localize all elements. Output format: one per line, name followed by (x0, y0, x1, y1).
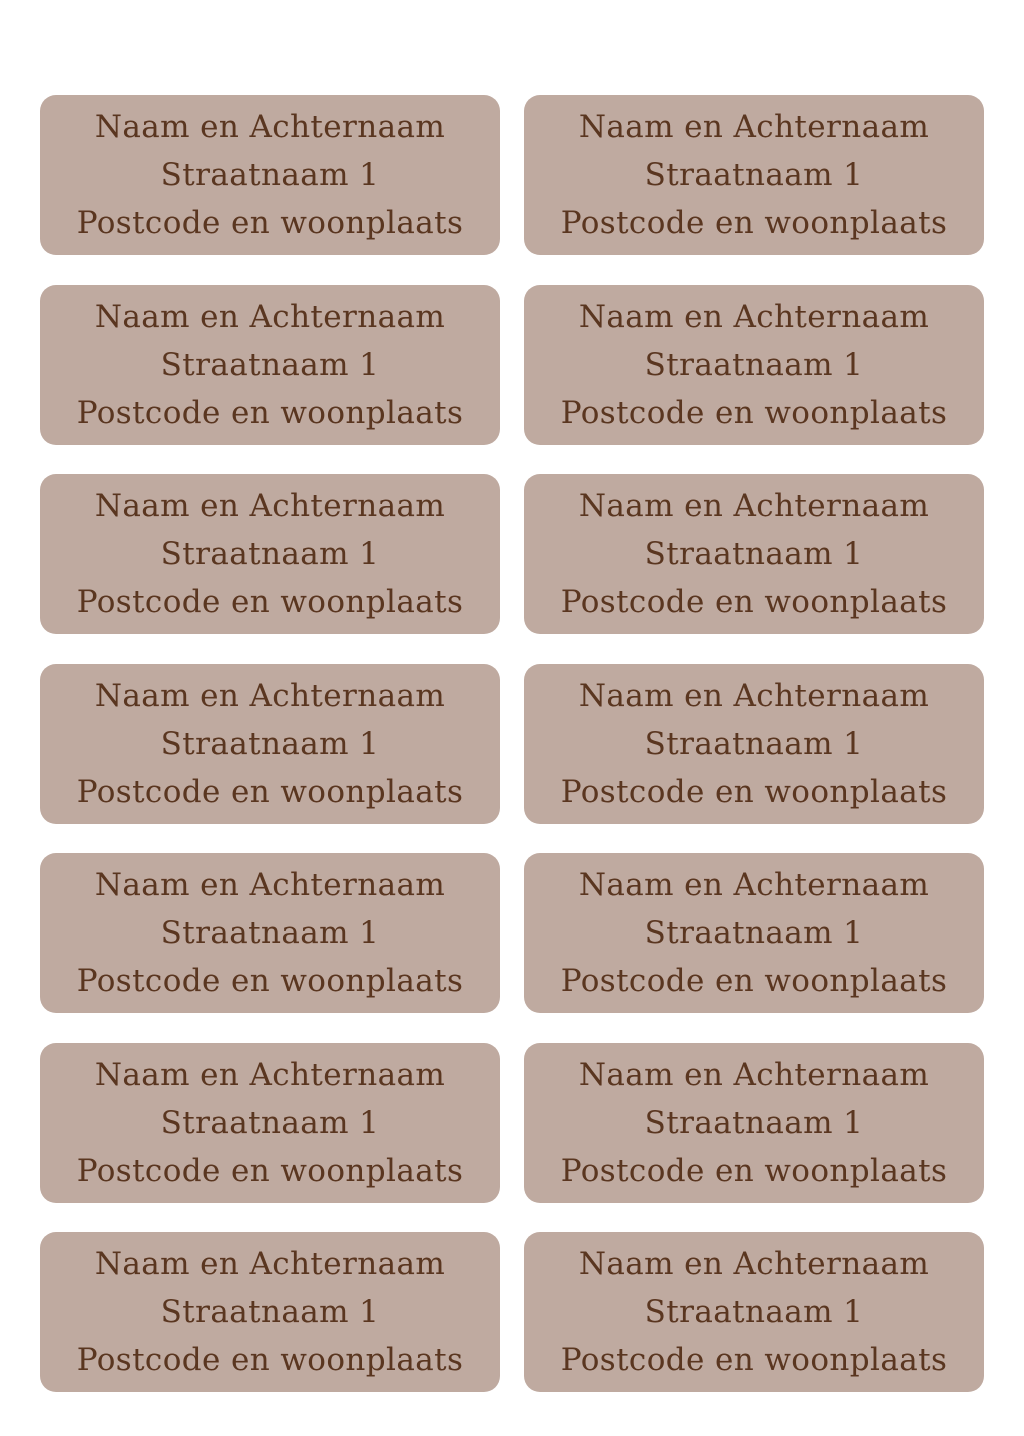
label-street: Straatnaam 1 (160, 1294, 380, 1330)
address-label (40, 1232, 500, 1392)
label-name: Naam en Achternaam (578, 488, 930, 524)
label-name: Naam en Achternaam (94, 677, 446, 714)
label-city: Postcode en woonplaats (560, 773, 948, 810)
label-name: Naam en Achternaam (94, 488, 446, 524)
label-city: Postcode en woonplaats (560, 963, 948, 999)
label-name: Naam en Achternaam (578, 1246, 930, 1282)
label-city: Postcode en woonplaats (76, 773, 464, 810)
label-city: Postcode en woonplaats (560, 1342, 948, 1378)
label-street: Straatnaam 1 (644, 725, 864, 762)
label-street: Straatnaam 1 (644, 1104, 864, 1141)
label-city: Postcode en woonplaats (560, 394, 948, 431)
label-street: Straatnaam 1 (644, 157, 864, 193)
label-name: Naam en Achternaam (94, 298, 446, 335)
label-city: Postcode en woonplaats (560, 205, 948, 241)
label-street: Straatnaam 1 (160, 725, 380, 762)
label-street: Straatnaam 1 (644, 1294, 864, 1330)
address-label (40, 285, 500, 445)
label-name: Naam en Achternaam (94, 109, 446, 145)
label-street: Straatnaam 1 (644, 536, 864, 572)
label-city: Postcode en woonplaats (76, 205, 464, 241)
label-city: Postcode en woonplaats (76, 584, 464, 620)
address-label (524, 1232, 984, 1392)
label-city: Postcode en woonplaats (76, 394, 464, 431)
label-street: Straatnaam 1 (644, 346, 864, 383)
label-city: Postcode en woonplaats (560, 1152, 948, 1189)
address-label (524, 474, 984, 634)
label-street: Straatnaam 1 (160, 1104, 380, 1141)
label-street: Straatnaam 1 (160, 346, 380, 383)
label-street: Straatnaam 1 (160, 157, 380, 193)
address-label (40, 474, 500, 634)
label-city: Postcode en woonplaats (560, 584, 948, 620)
label-name: Naam en Achternaam (578, 109, 930, 145)
label-street: Straatnaam 1 (160, 915, 380, 951)
label-sheet (40, 95, 984, 1392)
label-name: Naam en Achternaam (578, 677, 930, 714)
address-label (524, 664, 984, 824)
address-label (40, 95, 500, 255)
label-name: Naam en Achternaam (578, 867, 930, 903)
address-label (524, 1043, 984, 1203)
address-label (40, 853, 500, 1013)
address-label (40, 664, 500, 824)
label-name: Naam en Achternaam (94, 1246, 446, 1282)
label-name: Naam en Achternaam (94, 1056, 446, 1093)
label-city: Postcode en woonplaats (76, 1152, 464, 1189)
label-city: Postcode en woonplaats (76, 963, 464, 999)
address-label (40, 1043, 500, 1203)
label-city: Postcode en woonplaats (76, 1342, 464, 1378)
label-name: Naam en Achternaam (578, 298, 930, 335)
label-name: Naam en Achternaam (578, 1056, 930, 1093)
address-label (524, 95, 984, 255)
address-label (524, 285, 984, 445)
label-name: Naam en Achternaam (94, 867, 446, 903)
label-street: Straatnaam 1 (160, 536, 380, 572)
label-street: Straatnaam 1 (644, 915, 864, 951)
address-label (524, 853, 984, 1013)
